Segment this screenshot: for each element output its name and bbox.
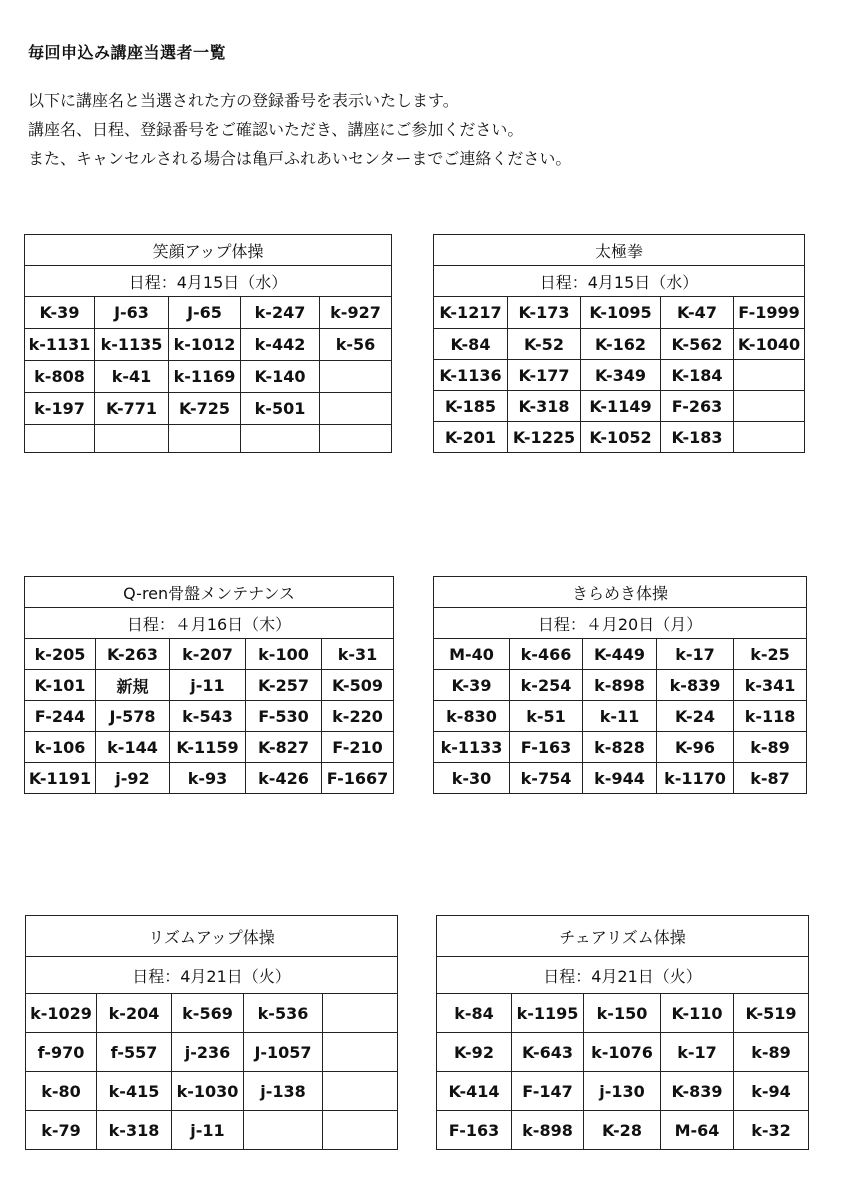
registration-number: K-1225 xyxy=(508,422,581,453)
registration-number: k-17 xyxy=(657,639,734,670)
table-row xyxy=(434,639,807,670)
registration-number: M-64 xyxy=(661,1111,734,1150)
registration-number: k-89 xyxy=(734,732,807,763)
registration-number xyxy=(734,360,805,391)
registration-number xyxy=(169,425,241,453)
registration-number: k-415 xyxy=(97,1072,172,1111)
course-table xyxy=(24,576,394,794)
registration-number: k-1135 xyxy=(95,329,169,361)
registration-number: k-898 xyxy=(583,670,657,701)
course-name: チェアリズム体操 xyxy=(437,916,809,957)
table-row xyxy=(437,1033,809,1072)
registration-number: K-92 xyxy=(437,1033,512,1072)
registration-number: K-184 xyxy=(661,360,734,391)
registration-number: j-236 xyxy=(172,1033,244,1072)
registration-number: k-828 xyxy=(583,732,657,763)
registration-number: k-150 xyxy=(584,994,661,1033)
registration-number: K-1040 xyxy=(734,329,805,360)
registration-number: k-569 xyxy=(172,994,244,1033)
registration-number: k-1029 xyxy=(26,994,97,1033)
registration-number: k-898 xyxy=(512,1111,584,1150)
registration-number: F-210 xyxy=(322,732,394,763)
registration-number: k-1170 xyxy=(657,763,734,794)
registration-number: K-562 xyxy=(661,329,734,360)
table-row xyxy=(25,393,392,425)
registration-number: K-1191 xyxy=(25,763,96,794)
registration-number: K-725 xyxy=(169,393,241,425)
registration-number: k-93 xyxy=(170,763,246,794)
registration-number xyxy=(323,1072,398,1111)
table-row xyxy=(25,329,392,361)
intro-line: 講座名、日程、登録番号をご確認いただき、講座にご参加ください。 xyxy=(28,120,524,139)
registration-number: j-11 xyxy=(172,1111,244,1150)
registration-number: k-144 xyxy=(96,732,170,763)
registration-number xyxy=(734,422,805,453)
registration-number: J-1057 xyxy=(244,1033,323,1072)
course-table xyxy=(24,234,392,453)
registration-number: K-1136 xyxy=(434,360,508,391)
registration-number: k-944 xyxy=(583,763,657,794)
registration-number: K-519 xyxy=(734,994,809,1033)
registration-number: k-808 xyxy=(25,361,95,393)
registration-number: k-466 xyxy=(510,639,583,670)
registration-number: k-1195 xyxy=(512,994,584,1033)
intro-text xyxy=(28,86,571,173)
registration-number xyxy=(244,1111,323,1150)
registration-number xyxy=(95,425,169,453)
registration-number: F-147 xyxy=(512,1072,584,1111)
table-row xyxy=(25,425,392,453)
registration-number: K-263 xyxy=(96,639,170,670)
registration-number: k-41 xyxy=(95,361,169,393)
registration-number: k-754 xyxy=(510,763,583,794)
registration-number: J-63 xyxy=(95,297,169,329)
table-row xyxy=(434,732,807,763)
table-row xyxy=(434,297,805,329)
registration-number: F-263 xyxy=(661,391,734,422)
table-row xyxy=(26,1111,398,1150)
page-title: 毎回申込み講座当選者一覧 xyxy=(28,43,227,62)
registration-number: f-970 xyxy=(26,1033,97,1072)
registration-number xyxy=(323,994,398,1033)
registration-number: k-1131 xyxy=(25,329,95,361)
table-row xyxy=(25,701,394,732)
course-table xyxy=(25,915,398,1150)
registration-number: K-257 xyxy=(246,670,322,701)
table-row xyxy=(25,639,394,670)
registration-number: f-557 xyxy=(97,1033,172,1072)
registration-number: K-173 xyxy=(508,297,581,329)
registration-number: F-530 xyxy=(246,701,322,732)
registration-number: F-244 xyxy=(25,701,96,732)
course-name: きらめき体操 xyxy=(434,577,807,608)
registration-number: k-32 xyxy=(734,1111,809,1150)
registration-number: K-839 xyxy=(661,1072,734,1111)
registration-number xyxy=(320,393,392,425)
registration-number: k-1133 xyxy=(434,732,510,763)
registration-number: K-827 xyxy=(246,732,322,763)
registration-number: k-536 xyxy=(244,994,323,1033)
registration-number: k-56 xyxy=(320,329,392,361)
course-date: 日程：4月15日（水） xyxy=(434,266,805,297)
registration-number xyxy=(323,1111,398,1150)
registration-number: K-1217 xyxy=(434,297,508,329)
registration-number: K-162 xyxy=(581,329,661,360)
registration-number: j-138 xyxy=(244,1072,323,1111)
table-row xyxy=(25,732,394,763)
registration-number: j-11 xyxy=(170,670,246,701)
registration-number: k-839 xyxy=(657,670,734,701)
registration-number: K-509 xyxy=(322,670,394,701)
registration-number: K-414 xyxy=(437,1072,512,1111)
registration-number: K-1052 xyxy=(581,422,661,453)
table-row xyxy=(434,329,805,360)
registration-number: K-771 xyxy=(95,393,169,425)
registration-number: k-106 xyxy=(25,732,96,763)
registration-number: F-163 xyxy=(437,1111,512,1150)
table-row xyxy=(434,422,805,453)
course-name: 笑顔アップ体操 xyxy=(25,235,392,266)
table-row xyxy=(25,297,392,329)
registration-number: k-927 xyxy=(320,297,392,329)
registration-number: k-426 xyxy=(246,763,322,794)
registration-number: k-318 xyxy=(97,1111,172,1150)
registration-number: K-201 xyxy=(434,422,508,453)
registration-number: k-254 xyxy=(510,670,583,701)
registration-number: M-40 xyxy=(434,639,510,670)
registration-number: k-1076 xyxy=(584,1033,661,1072)
registration-number: k-543 xyxy=(170,701,246,732)
course-table xyxy=(433,234,805,453)
registration-number xyxy=(241,425,320,453)
registration-number: 新規 xyxy=(96,670,170,701)
registration-number: k-94 xyxy=(734,1072,809,1111)
intro-line: 以下に講座名と当選された方の登録番号を表示いたします。 xyxy=(28,91,459,110)
registration-number: k-1030 xyxy=(172,1072,244,1111)
registration-number: K-349 xyxy=(581,360,661,391)
table-row xyxy=(437,994,809,1033)
course-table xyxy=(433,576,807,794)
course-date: 日程：4月15日（水） xyxy=(25,266,392,297)
registration-number: k-51 xyxy=(510,701,583,732)
registration-number: K-96 xyxy=(657,732,734,763)
table-row xyxy=(434,391,805,422)
table-row xyxy=(25,763,394,794)
table-row xyxy=(434,763,807,794)
course-date: 日程：4月21日（火） xyxy=(26,957,398,994)
course-name: リズムアップ体操 xyxy=(26,916,398,957)
table-row xyxy=(26,1072,398,1111)
registration-number: K-39 xyxy=(25,297,95,329)
table-row xyxy=(25,670,394,701)
registration-number: k-25 xyxy=(734,639,807,670)
registration-number: k-87 xyxy=(734,763,807,794)
registration-number: K-47 xyxy=(661,297,734,329)
registration-number: K-28 xyxy=(584,1111,661,1150)
course-table xyxy=(436,915,809,1150)
registration-number: K-84 xyxy=(434,329,508,360)
registration-number xyxy=(323,1033,398,1072)
registration-number: k-30 xyxy=(434,763,510,794)
registration-number: k-207 xyxy=(170,639,246,670)
course-date: 日程：４月20日（月） xyxy=(434,608,807,639)
registration-number: K-318 xyxy=(508,391,581,422)
registration-number: K-1095 xyxy=(581,297,661,329)
registration-number: k-84 xyxy=(437,994,512,1033)
registration-number: j-92 xyxy=(96,763,170,794)
registration-number: k-17 xyxy=(661,1033,734,1072)
registration-number: k-89 xyxy=(734,1033,809,1072)
table-row xyxy=(434,360,805,391)
registration-number: k-247 xyxy=(241,297,320,329)
registration-number: K-140 xyxy=(241,361,320,393)
registration-number: k-341 xyxy=(734,670,807,701)
table-row xyxy=(437,1072,809,1111)
registration-number: k-11 xyxy=(583,701,657,732)
registration-number: k-197 xyxy=(25,393,95,425)
registration-number xyxy=(25,425,95,453)
registration-number: k-118 xyxy=(734,701,807,732)
table-row xyxy=(26,994,398,1033)
registration-number: J-65 xyxy=(169,297,241,329)
registration-number: K-1159 xyxy=(170,732,246,763)
registration-number xyxy=(734,391,805,422)
registration-number: F-1999 xyxy=(734,297,805,329)
table-row xyxy=(26,1033,398,1072)
registration-number: k-205 xyxy=(25,639,96,670)
registration-number: K-185 xyxy=(434,391,508,422)
course-date: 日程：4月21日（火） xyxy=(437,957,809,994)
registration-number: k-501 xyxy=(241,393,320,425)
registration-number: K-52 xyxy=(508,329,581,360)
registration-number: k-1012 xyxy=(169,329,241,361)
registration-number: K-183 xyxy=(661,422,734,453)
registration-number: j-130 xyxy=(584,1072,661,1111)
registration-number: K-449 xyxy=(583,639,657,670)
registration-number: k-442 xyxy=(241,329,320,361)
course-date: 日程：４月16日（木） xyxy=(25,608,394,639)
course-name: 太極拳 xyxy=(434,235,805,266)
registration-number: F-1667 xyxy=(322,763,394,794)
registration-number: K-1149 xyxy=(581,391,661,422)
table-row xyxy=(434,670,807,701)
registration-number: k-830 xyxy=(434,701,510,732)
registration-number xyxy=(320,361,392,393)
course-name: Q-ren骨盤メンテナンス xyxy=(25,577,394,608)
registration-number xyxy=(320,425,392,453)
table-row xyxy=(434,701,807,732)
registration-number: F-163 xyxy=(510,732,583,763)
registration-number: k-220 xyxy=(322,701,394,732)
registration-number: k-31 xyxy=(322,639,394,670)
registration-number: K-24 xyxy=(657,701,734,732)
registration-number: K-110 xyxy=(661,994,734,1033)
registration-number: k-204 xyxy=(97,994,172,1033)
registration-number: K-39 xyxy=(434,670,510,701)
registration-number: k-79 xyxy=(26,1111,97,1150)
table-row xyxy=(437,1111,809,1150)
registration-number: k-100 xyxy=(246,639,322,670)
registration-number: k-80 xyxy=(26,1072,97,1111)
intro-line: また、キャンセルされる場合は亀戸ふれあいセンターまでご連絡ください。 xyxy=(28,149,572,168)
registration-number: K-177 xyxy=(508,360,581,391)
registration-number: K-643 xyxy=(512,1033,584,1072)
registration-number: J-578 xyxy=(96,701,170,732)
registration-number: K-101 xyxy=(25,670,96,701)
table-row xyxy=(25,361,392,393)
registration-number: k-1169 xyxy=(169,361,241,393)
